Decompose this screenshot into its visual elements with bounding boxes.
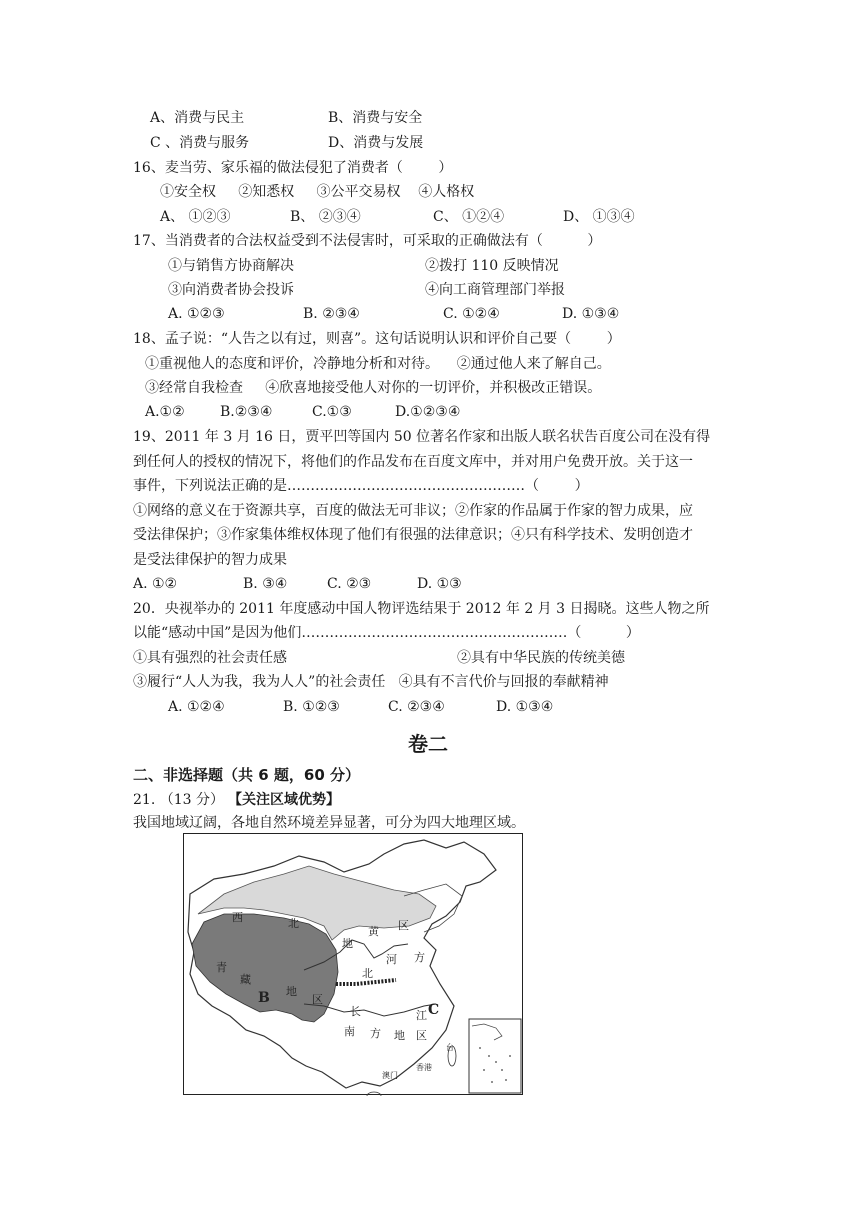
label-di-1: 地 <box>342 937 353 950</box>
south-sea-inset <box>469 1019 521 1093</box>
q18-option-d: D.①②③④ <box>395 404 461 420</box>
label-chang: 长 <box>350 1005 361 1018</box>
q20-item-1: ①具有强烈的社会责任感 <box>133 650 287 666</box>
q19-option-b: B. ③④ <box>243 576 288 592</box>
q18-option-b: B.②③④ <box>220 404 273 420</box>
label-bei-1: 北 <box>288 917 299 930</box>
q17-option-a: A. ①②③ <box>168 306 225 322</box>
q20-option-c: C. ②③④ <box>388 699 445 715</box>
label-qu-1: 区 <box>398 919 409 932</box>
q21-label: 21. （13 分） <box>133 792 224 808</box>
q19-line-3: 事件，下列说法正确的是……………………………………………（ ） <box>133 478 589 494</box>
label-aomen: 澳门 <box>382 1071 398 1080</box>
q17-item-3: ③向消费者协会投诉 <box>168 282 294 298</box>
q17-item-4: ④向工商管理部门举报 <box>425 282 565 298</box>
q16-option-c: C、 ①②④ <box>433 209 505 225</box>
q16-stem: 16、麦当劳、家乐福的做法侵犯了消费者（ ） <box>133 160 453 176</box>
q20-option-b: B. ①②③ <box>283 699 340 715</box>
q18-items-1-2: ①重视他人的态度和评价，冷静地分析和对待。 ②通过他人来了解自己。 <box>145 356 611 372</box>
q17-item-1: ①与销售方协商解决 <box>168 258 294 274</box>
label-nan: 南 <box>344 1025 355 1038</box>
q18-items-3-4: ③经常自我检查 ④欣喜地接受他人对你的一切评价，并积极改正错误。 <box>145 380 602 396</box>
q16-option-b: B、 ②③④ <box>290 209 361 225</box>
q21-intro: 我国地域辽阔，各地自然环境差异显著，可分为四大地理区域。 <box>133 815 525 831</box>
q18-option-a: A.①② <box>145 404 185 420</box>
label-fang-2: 方 <box>370 1027 381 1040</box>
qinling-line <box>336 980 396 984</box>
q17-stem: 17、当消费者的合法权益受到不法侵害时，可采取的正确做法有（ ） <box>133 233 602 249</box>
q15-option-d: D、消费与发展 <box>328 135 424 151</box>
q20-line-2: 以能“感动中国”是因为他们…………………………………………………（ ） <box>133 625 640 641</box>
label-huang: 黄 <box>368 925 379 938</box>
q19-option-c: C. ②③ <box>327 576 372 592</box>
part-two-title: 卷二 <box>408 732 448 756</box>
label-di-3: 地 <box>394 1029 405 1042</box>
q19-line-4: ①网络的意义在于资源共享，百度的做法无可非议；②作家的作品属于作家的智力成果，应 <box>133 503 693 519</box>
q15-option-c: C 、消费与服务 <box>150 135 250 151</box>
q17-option-c: C. ①②④ <box>443 306 500 322</box>
q20-items-3-4: ③履行“人人为我，我为人人”的社会责任 ④具有不言代价与回报的奉献精神 <box>133 674 609 690</box>
hainan-island <box>367 1092 381 1096</box>
label-C: C <box>428 1002 440 1018</box>
label-fang-1: 方 <box>414 951 425 964</box>
label-xianggang: 香港 <box>416 1063 432 1072</box>
label-he: 河 <box>386 953 397 966</box>
q20-option-a: A. ①②④ <box>168 699 225 715</box>
q20-item-2: ②具有中华民族的传统美德 <box>457 650 625 666</box>
q15-option-b: B、消费与安全 <box>328 110 423 126</box>
q15-option-a: A、消费与民主 <box>150 110 245 126</box>
q19-line-1: 19、2011 年 3 月 16 日，贾平凹等国内 50 位著名作家和出版人联名状告百度公司在没有得 <box>133 429 711 445</box>
q16-items: ①安全权 ②知悉权 ③公平交易权 ④人格权 <box>160 184 475 200</box>
q21-topic: 【关注区域优势】 <box>228 792 340 808</box>
q19-line-6: 是受法律保护的智力成果 <box>133 552 287 568</box>
q20-option-d: D. ①③④ <box>496 699 554 715</box>
q17-option-b: B. ②③④ <box>303 306 360 322</box>
q19-line-5: 受法律保护；③作家集体维权体现了他们有很强的法律意识；④只有科学技术、发明创造才 <box>133 527 693 543</box>
label-qing: 青 <box>216 961 227 974</box>
q20-line-1: 20．央视举办的 2011 年度感动中国人物评选结果于 2012 年 2 月 3 日揭晓。这些人物之所 <box>133 601 710 617</box>
q16-option-d: D、 ①③④ <box>563 209 635 225</box>
label-xi: 西 <box>232 911 243 924</box>
map-drawing <box>184 834 524 1096</box>
label-qu-2: 区 <box>312 993 323 1006</box>
label-qu-3: 区 <box>416 1029 427 1042</box>
label-tai: 台 <box>446 1043 454 1052</box>
q17-item-2: ②拨打 110 反映情况 <box>425 258 559 274</box>
china-regions-map <box>183 833 523 1095</box>
q18-option-c: C.①③ <box>312 404 352 420</box>
label-zang: 藏 <box>240 973 251 986</box>
q16-option-a: A、 ①②③ <box>160 209 231 225</box>
q19-line-2: 到任何人的授权的情况下，将他们的作品发布在百度文库中，并对用户免费开放。关于这一 <box>133 454 693 470</box>
q19-option-a: A. ①② <box>133 576 178 592</box>
label-di-2: 地 <box>286 985 297 998</box>
q17-option-d: D. ①③④ <box>562 306 620 322</box>
label-B: B <box>258 990 270 1006</box>
label-jiang: 江 <box>416 1009 427 1022</box>
q19-option-d: D. ①③ <box>417 576 462 592</box>
label-bei-2: 北 <box>362 967 373 980</box>
q18-stem: 18、孟子说：“人告之以有过，则喜”。这句话说明认识和评价自己要（ ） <box>133 331 621 347</box>
section-heading: 二、非选择题（共 6 题，60 分） <box>133 766 360 784</box>
